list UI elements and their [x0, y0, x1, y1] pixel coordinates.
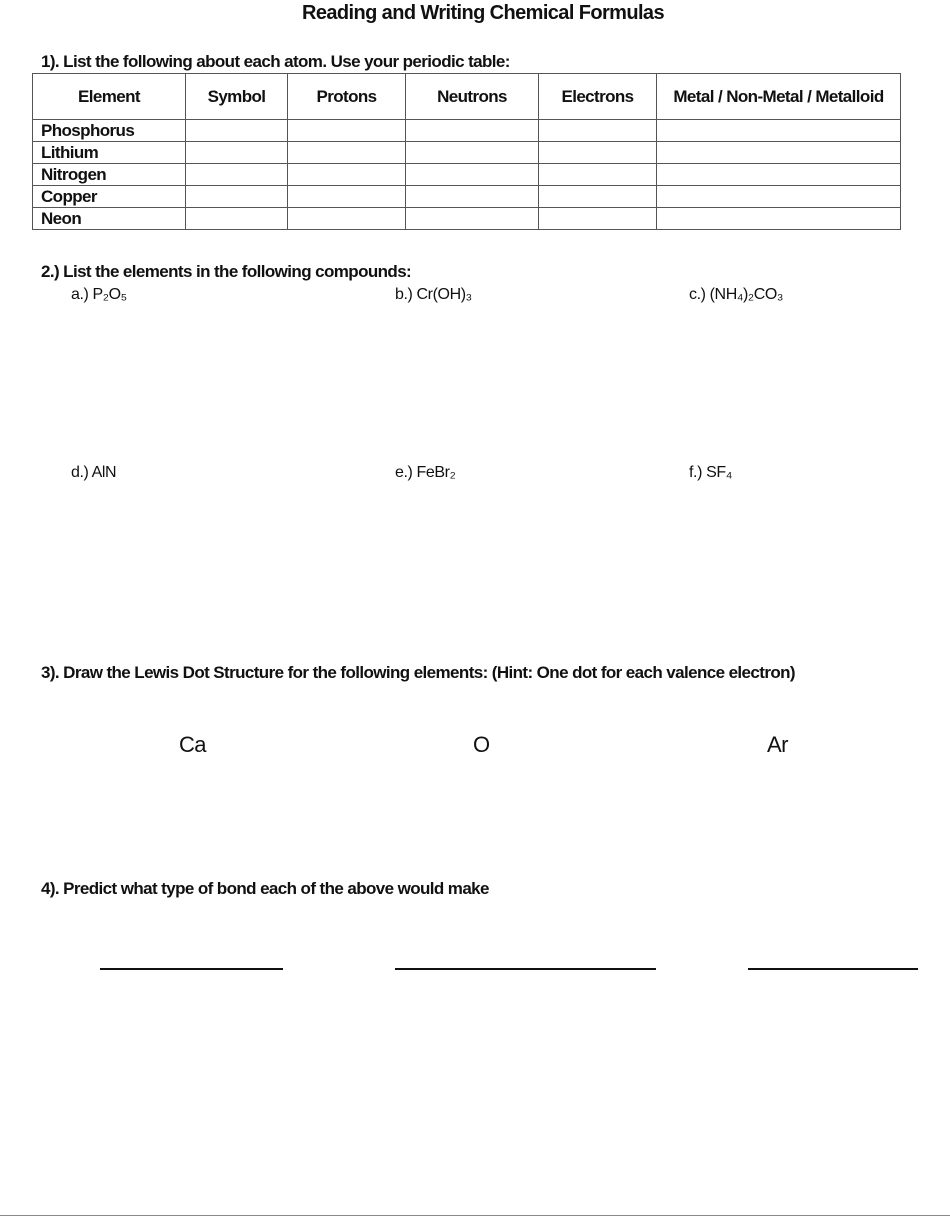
question-1-prompt: 1). List the following about each atom. Use your periodic table: — [41, 52, 510, 71]
header-symbol: Symbol — [186, 74, 288, 120]
question-2-prompt: 2.) List the elements in the following compounds: — [41, 262, 412, 281]
answer-cell[interactable] — [288, 164, 406, 186]
header-metal-type: Metal / Non-Metal / Metalloid — [657, 74, 901, 120]
answer-line-2[interactable] — [395, 968, 656, 970]
answer-cell[interactable] — [406, 120, 539, 142]
answer-cell[interactable] — [186, 164, 288, 186]
table-row — [33, 186, 901, 208]
table-row — [33, 142, 901, 164]
compound-b: b.) Cr(OH)₃ — [395, 286, 472, 303]
answer-cell[interactable] — [657, 208, 901, 230]
element-name: Lithium — [33, 142, 186, 164]
answer-cell[interactable] — [288, 186, 406, 208]
table-row — [33, 208, 901, 230]
answer-cell[interactable] — [186, 186, 288, 208]
answer-cell[interactable] — [657, 164, 901, 186]
answer-cell[interactable] — [186, 208, 288, 230]
answer-cell[interactable] — [539, 142, 657, 164]
answer-cell[interactable] — [186, 142, 288, 164]
answer-line-1[interactable] — [100, 968, 283, 970]
lewis-element-ar: Ar — [767, 732, 788, 757]
header-electrons: Electrons — [539, 74, 657, 120]
answer-cell[interactable] — [539, 164, 657, 186]
compound-d: d.) AlN — [71, 464, 117, 481]
answer-cell[interactable] — [406, 164, 539, 186]
answer-cell[interactable] — [539, 208, 657, 230]
table-row — [33, 120, 901, 142]
table-header-row — [33, 74, 901, 120]
answer-cell[interactable] — [406, 186, 539, 208]
compound-e: e.) FeBr₂ — [395, 464, 456, 481]
element-name: Neon — [33, 208, 186, 230]
lewis-element-o: O — [473, 732, 490, 757]
compound-a: a.) P₂O₅ — [71, 286, 127, 303]
answer-line-3[interactable] — [748, 968, 918, 970]
answer-cell[interactable] — [288, 208, 406, 230]
element-name: Nitrogen — [33, 164, 186, 186]
element-name: Copper — [33, 186, 186, 208]
answer-cell[interactable] — [186, 120, 288, 142]
question-3-prompt: 3). Draw the Lewis Dot Structure for the following elements: (Hint: One dot for each valence electron) — [41, 663, 795, 682]
answer-cell[interactable] — [657, 120, 901, 142]
answer-cell[interactable] — [406, 208, 539, 230]
compound-f: f.) SF₄ — [689, 464, 732, 481]
answer-cell[interactable] — [288, 120, 406, 142]
answer-cell[interactable] — [288, 142, 406, 164]
atom-table — [32, 73, 901, 230]
header-protons: Protons — [288, 74, 406, 120]
answer-cell[interactable] — [539, 120, 657, 142]
answer-cell[interactable] — [657, 186, 901, 208]
question-4-prompt: 4). Predict what type of bond each of the above would make — [41, 879, 489, 898]
table-row — [33, 164, 901, 186]
compound-c: c.) (NH₄)₂CO₃ — [689, 286, 784, 303]
element-name: Phosphorus — [33, 120, 186, 142]
answer-cell[interactable] — [539, 186, 657, 208]
page-title: Reading and Writing Chemical Formulas — [302, 2, 664, 24]
header-element: Element — [33, 74, 186, 120]
header-neutrons: Neutrons — [406, 74, 539, 120]
lewis-element-ca: Ca — [179, 732, 206, 757]
answer-cell[interactable] — [406, 142, 539, 164]
page-bottom-border — [0, 1215, 950, 1216]
answer-cell[interactable] — [657, 142, 901, 164]
